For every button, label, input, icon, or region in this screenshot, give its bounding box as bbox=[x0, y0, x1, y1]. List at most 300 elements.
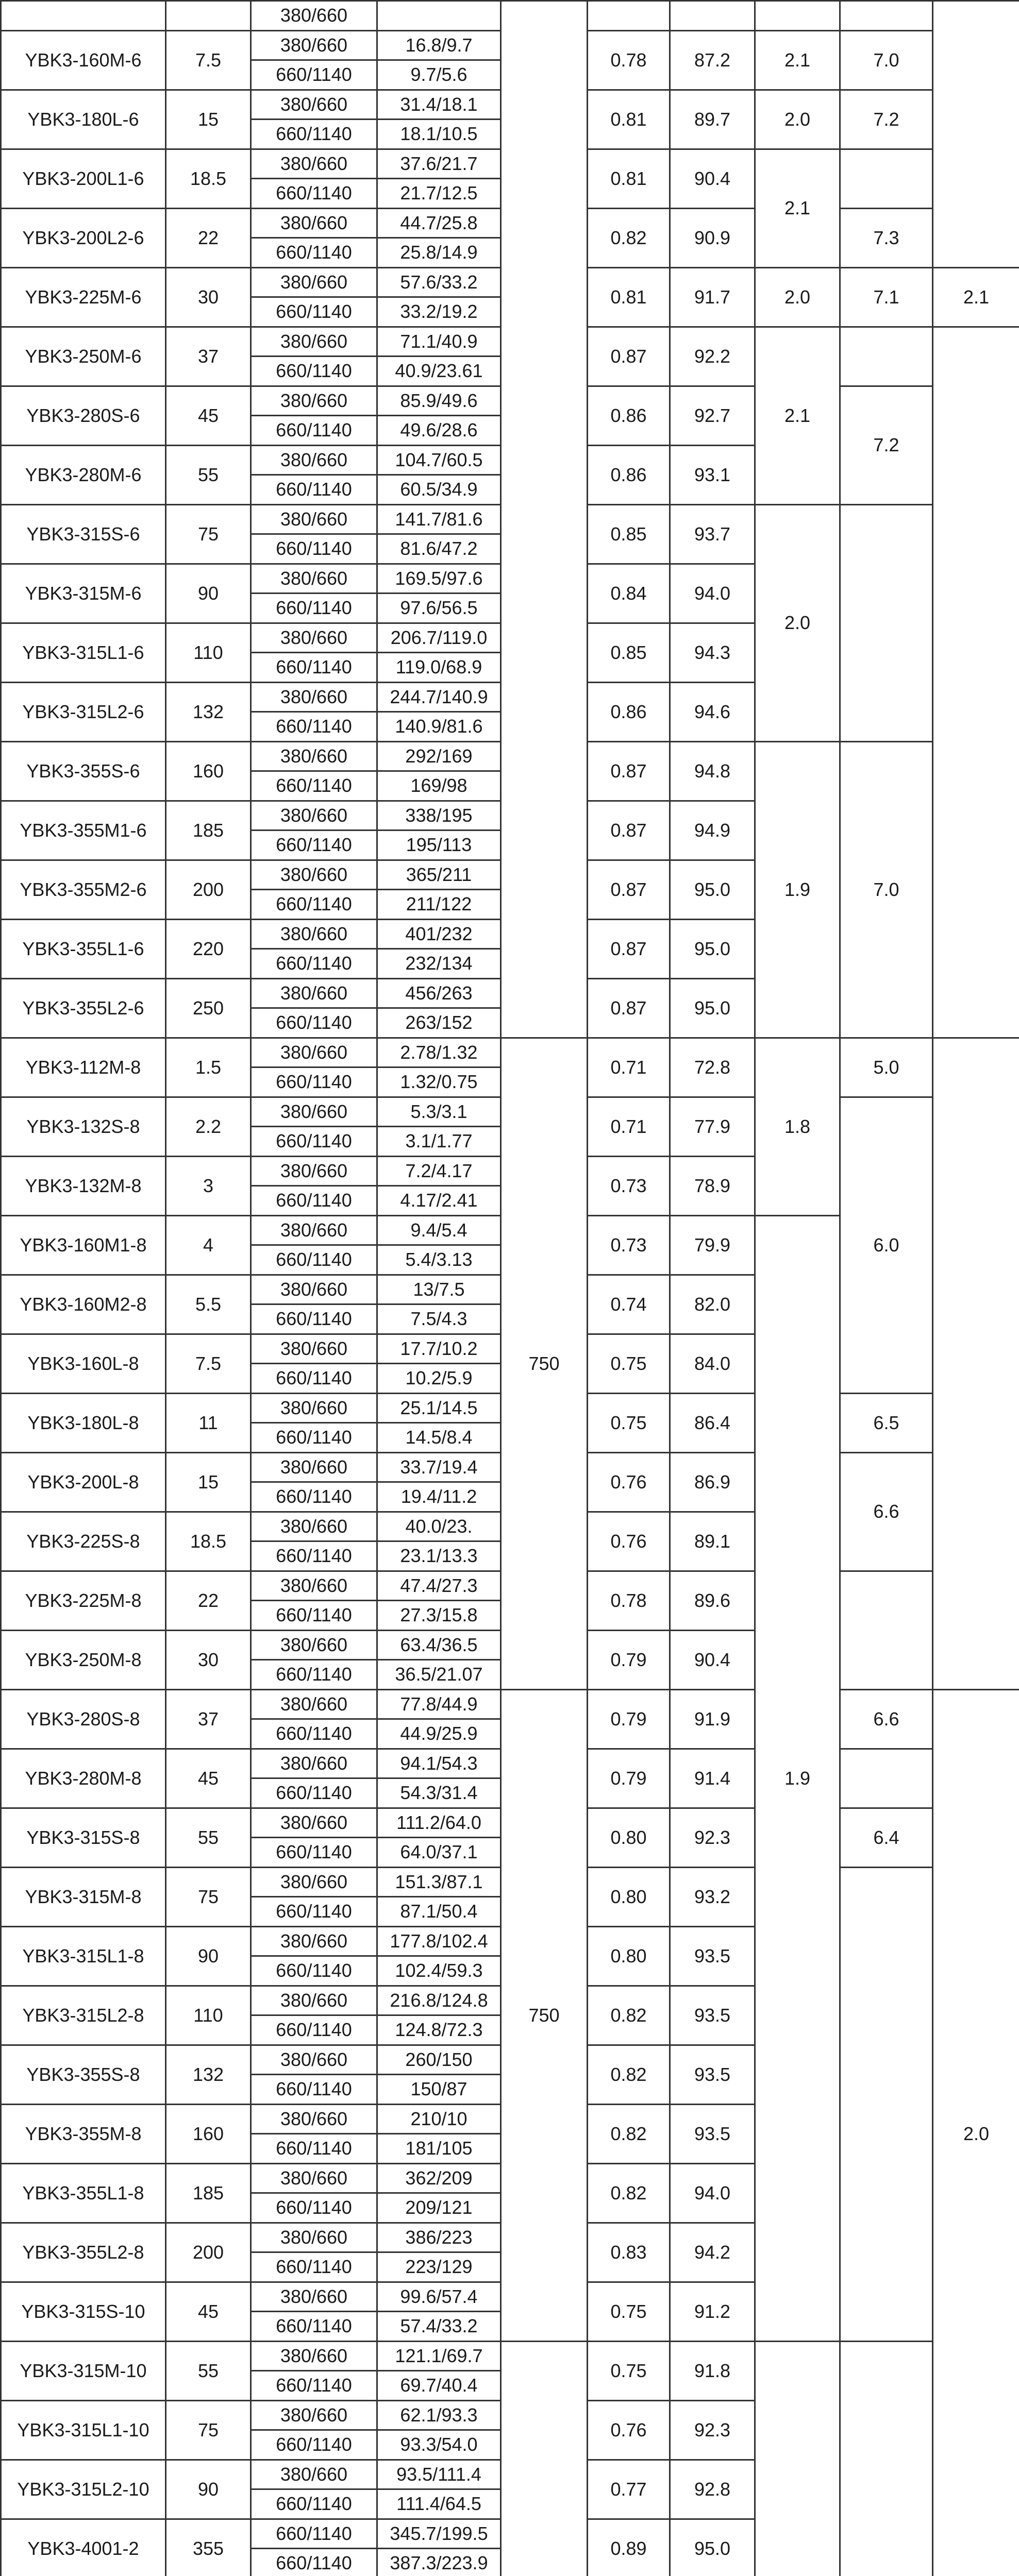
table-cell bbox=[933, 1, 1019, 268]
table-cell: 380/660 bbox=[251, 2460, 377, 2489]
table-cell: 87.1/50.4 bbox=[377, 1897, 501, 1927]
table-cell: 22 bbox=[166, 1571, 251, 1630]
table-cell: 660/1140 bbox=[251, 594, 377, 623]
table-cell: 660/1140 bbox=[251, 1956, 377, 1986]
table-cell: 0.89 bbox=[588, 2519, 670, 2576]
table-cell: 0.86 bbox=[588, 386, 670, 445]
table-cell: 660/1140 bbox=[251, 771, 377, 801]
table-cell: 91.9 bbox=[670, 1689, 755, 1749]
table-row bbox=[1, 1, 1019, 31]
table-cell: 660/1140 bbox=[251, 357, 377, 386]
table-cell bbox=[840, 1867, 933, 2341]
table-cell: 75 bbox=[166, 2400, 251, 2460]
table-cell: 0.75 bbox=[588, 1334, 670, 1393]
table-cell: 79.9 bbox=[670, 1215, 755, 1275]
table-cell bbox=[588, 1, 670, 31]
table-cell bbox=[755, 2341, 840, 2576]
table-cell: 62.1/93.3 bbox=[377, 2400, 501, 2430]
table-cell bbox=[933, 1038, 1019, 1689]
table-cell: 0.87 bbox=[588, 741, 670, 801]
table-cell: 660/1140 bbox=[251, 1778, 377, 1808]
table-cell: 0.87 bbox=[588, 978, 670, 1038]
table-cell: 91.7 bbox=[670, 267, 755, 327]
table-cell: 0.86 bbox=[588, 445, 670, 504]
table-cell: YBK3-200L1-6 bbox=[1, 149, 166, 208]
table-cell: 2.0 bbox=[755, 504, 840, 741]
table-cell: 7.0 bbox=[840, 30, 933, 90]
table-cell: 6.6 bbox=[840, 1689, 933, 1749]
table-cell: 93.5 bbox=[670, 2104, 755, 2163]
table-cell: 206.7/119.0 bbox=[377, 623, 501, 653]
table-cell: 660/1140 bbox=[251, 1719, 377, 1749]
table-cell: 0.71 bbox=[588, 1038, 670, 1097]
table-cell: 90 bbox=[166, 2460, 251, 2519]
table-cell: 69.7/40.4 bbox=[377, 2371, 501, 2401]
table-cell: 7.3 bbox=[840, 208, 933, 267]
table-cell: 380/660 bbox=[251, 2400, 377, 2430]
table-cell: 338/195 bbox=[377, 801, 501, 831]
table-cell: 380/660 bbox=[251, 1334, 377, 1364]
table-cell: 660/1140 bbox=[251, 831, 377, 860]
table-cell: 81.6/47.2 bbox=[377, 534, 501, 564]
table-cell: 365/211 bbox=[377, 860, 501, 890]
table-cell: 92.2 bbox=[670, 327, 755, 386]
table-cell: 380/660 bbox=[251, 1393, 377, 1423]
table-cell: YBK3-250M-6 bbox=[1, 327, 166, 386]
table-cell: 380/660 bbox=[251, 2223, 377, 2252]
table-cell: YBK3-315M-6 bbox=[1, 564, 166, 623]
table-cell: 4 bbox=[166, 1215, 251, 1275]
table-cell bbox=[377, 1, 501, 31]
table-cell: 7.5 bbox=[166, 30, 251, 90]
table-cell: 94.9 bbox=[670, 801, 755, 860]
table-cell: 0.78 bbox=[588, 1571, 670, 1630]
table-cell: YBK3-180L-6 bbox=[1, 90, 166, 149]
table-cell: 380/660 bbox=[251, 2163, 377, 2193]
table-cell: 660/1140 bbox=[251, 1127, 377, 1157]
table-cell: 2.1 bbox=[933, 267, 1019, 327]
table-cell: 750 bbox=[501, 1038, 588, 1689]
table-cell: 90 bbox=[166, 564, 251, 623]
table-cell: 0.85 bbox=[588, 504, 670, 564]
table-cell: YBK3-160M1-8 bbox=[1, 1215, 166, 1275]
table-cell: 0.80 bbox=[588, 1808, 670, 1867]
table-cell bbox=[933, 327, 1019, 1038]
table-cell: 292/169 bbox=[377, 741, 501, 771]
table-cell: 345.7/199.5 bbox=[377, 2519, 501, 2549]
table-cell: 33.2/19.2 bbox=[377, 297, 501, 327]
table-cell bbox=[840, 1, 933, 31]
table-cell: 0.71 bbox=[588, 1097, 670, 1156]
table-cell: 386/223 bbox=[377, 2223, 501, 2252]
table-cell: 124.8/72.3 bbox=[377, 2015, 501, 2045]
table-cell: 6.4 bbox=[840, 1808, 933, 1867]
table-cell: 95.0 bbox=[670, 978, 755, 1038]
table-cell: 380/660 bbox=[251, 1808, 377, 1838]
table-cell bbox=[840, 1571, 933, 1689]
table-cell bbox=[755, 1, 840, 31]
table-cell: 0.75 bbox=[588, 2341, 670, 2400]
table-cell: 60.5/34.9 bbox=[377, 475, 501, 505]
table-cell: 9.4/5.4 bbox=[377, 1215, 501, 1245]
table-cell: 15 bbox=[166, 1452, 251, 1512]
table-cell: YBK3-315L1-10 bbox=[1, 2400, 166, 2460]
table-cell: 401/232 bbox=[377, 919, 501, 949]
table-cell: 660/1140 bbox=[251, 1008, 377, 1038]
table-cell: 185 bbox=[166, 2163, 251, 2223]
table-cell: 91.4 bbox=[670, 1749, 755, 1808]
table-cell: 86.4 bbox=[670, 1393, 755, 1452]
table-cell: 0.86 bbox=[588, 682, 670, 741]
table-cell: 47.4/27.3 bbox=[377, 1571, 501, 1601]
table-cell: 110 bbox=[166, 623, 251, 682]
table-cell: 37 bbox=[166, 327, 251, 386]
table-cell: 90.9 bbox=[670, 208, 755, 267]
table-cell: 111.4/64.5 bbox=[377, 2489, 501, 2519]
table-cell: 93.5/111.4 bbox=[377, 2460, 501, 2489]
table-cell: 200 bbox=[166, 860, 251, 919]
table-cell: 94.6 bbox=[670, 682, 755, 741]
table-cell: 0.73 bbox=[588, 1156, 670, 1215]
table-cell: 0.84 bbox=[588, 564, 670, 623]
table-cell: 380/660 bbox=[251, 208, 377, 238]
table-cell: YBK3-315S-8 bbox=[1, 1808, 166, 1867]
table-cell: 45 bbox=[166, 1749, 251, 1808]
table-cell: 55 bbox=[166, 2341, 251, 2400]
table-cell: 209/121 bbox=[377, 2193, 501, 2223]
table-cell: 380/660 bbox=[251, 1749, 377, 1778]
table-cell: 660/1140 bbox=[251, 1541, 377, 1571]
table-cell: 195/113 bbox=[377, 831, 501, 860]
table-cell: 380/660 bbox=[251, 1926, 377, 1956]
table-cell: YBK3-280M-6 bbox=[1, 445, 166, 504]
table-cell: 94.0 bbox=[670, 2163, 755, 2223]
table-cell: 660/1140 bbox=[251, 890, 377, 920]
table-cell: YBK3-315M-8 bbox=[1, 1867, 166, 1926]
table-cell: YBK3-225M-6 bbox=[1, 267, 166, 327]
table-cell: 660/1140 bbox=[251, 2549, 377, 2576]
table-cell: 660/1140 bbox=[251, 2193, 377, 2223]
table-cell: 380/660 bbox=[251, 801, 377, 831]
table-cell: 104.7/60.5 bbox=[377, 445, 501, 475]
table-cell: 30 bbox=[166, 1630, 251, 1689]
table-cell: 456/263 bbox=[377, 978, 501, 1008]
table-cell: YBK3-355M2-6 bbox=[1, 860, 166, 919]
table-cell: 380/660 bbox=[251, 327, 377, 357]
table-cell: 57.6/33.2 bbox=[377, 267, 501, 297]
table-cell: 30 bbox=[166, 267, 251, 327]
table-cell: 72.8 bbox=[670, 1038, 755, 1097]
table-cell: 94.8 bbox=[670, 741, 755, 801]
table-cell: 380/660 bbox=[251, 1038, 377, 1067]
table-cell: 660/1140 bbox=[251, 60, 377, 90]
table-cell: 84.0 bbox=[670, 1334, 755, 1393]
table-cell: 95.0 bbox=[670, 919, 755, 978]
table-cell: 660/1140 bbox=[251, 2312, 377, 2342]
table-cell: 0.82 bbox=[588, 2163, 670, 2223]
table-cell: 660/1140 bbox=[251, 120, 377, 149]
table-cell: 0.81 bbox=[588, 149, 670, 208]
table-cell: 380/660 bbox=[251, 1, 377, 31]
table-cell: 40.0/23. bbox=[377, 1512, 501, 1541]
table-cell: 77.8/44.9 bbox=[377, 1689, 501, 1719]
table-cell: 387.3/223.9 bbox=[377, 2549, 501, 2576]
table-cell: 660/1140 bbox=[251, 1838, 377, 1868]
table-cell: 660/1140 bbox=[251, 712, 377, 742]
table-cell: 660/1140 bbox=[251, 2252, 377, 2282]
table-cell: 93.5 bbox=[670, 1926, 755, 1986]
table-cell: 660/1140 bbox=[251, 2430, 377, 2460]
table-cell: 0.77 bbox=[588, 2460, 670, 2519]
table-cell: 33.7/19.4 bbox=[377, 1452, 501, 1482]
table-cell bbox=[840, 2341, 933, 2576]
table-cell: 0.87 bbox=[588, 801, 670, 860]
table-cell: 92.3 bbox=[670, 2400, 755, 2460]
table-cell: YBK3-315L2-6 bbox=[1, 682, 166, 741]
table-cell: 660/1140 bbox=[251, 2489, 377, 2519]
table-cell: YBK3-355L1-6 bbox=[1, 919, 166, 978]
table-cell: 660/1140 bbox=[251, 1423, 377, 1453]
table-cell: 132 bbox=[166, 682, 251, 741]
table-cell: 25.8/14.9 bbox=[377, 238, 501, 268]
table-cell: 92.3 bbox=[670, 1808, 755, 1867]
table-cell: 0.87 bbox=[588, 919, 670, 978]
table-cell: 380/660 bbox=[251, 682, 377, 712]
table-cell: 15 bbox=[166, 90, 251, 149]
table-cell: 0.82 bbox=[588, 2104, 670, 2163]
table-cell: 4.17/2.41 bbox=[377, 1186, 501, 1216]
table-cell: YBK3-4001-2 bbox=[1, 2519, 166, 2576]
table-cell: 89.6 bbox=[670, 1571, 755, 1630]
table-cell: 3 bbox=[166, 1156, 251, 1215]
table-cell: 5.3/3.1 bbox=[377, 1097, 501, 1127]
table-cell bbox=[840, 504, 933, 741]
table-cell: 0.79 bbox=[588, 1749, 670, 1808]
table-cell: 660/1140 bbox=[251, 1897, 377, 1927]
table-cell: 0.78 bbox=[588, 30, 670, 90]
table-cell: 380/660 bbox=[251, 30, 377, 60]
table-cell: 0.81 bbox=[588, 90, 670, 149]
table-cell: 95.0 bbox=[670, 860, 755, 919]
table-cell: 132 bbox=[166, 2045, 251, 2104]
table-cell: 75 bbox=[166, 504, 251, 564]
table-cell: 380/660 bbox=[251, 1867, 377, 1897]
table-cell: 121.1/69.7 bbox=[377, 2341, 501, 2371]
table-cell: 380/660 bbox=[251, 2104, 377, 2134]
table-cell: 111.2/64.0 bbox=[377, 1808, 501, 1838]
table-cell: 660/1140 bbox=[251, 2015, 377, 2045]
table-cell: 0.75 bbox=[588, 2282, 670, 2341]
table-cell: 0.87 bbox=[588, 327, 670, 386]
table-cell: 1.32/0.75 bbox=[377, 1067, 501, 1097]
table-cell: YBK3-355M-8 bbox=[1, 2104, 166, 2163]
table-cell: 95.0 bbox=[670, 2519, 755, 2576]
table-cell: 63.4/36.5 bbox=[377, 1630, 501, 1660]
table-cell: 220 bbox=[166, 919, 251, 978]
table-cell: YBK3-225M-8 bbox=[1, 1571, 166, 1630]
table-cell: 40.9/23.61 bbox=[377, 357, 501, 386]
table-cell bbox=[166, 1, 251, 31]
table-cell: 660/1140 bbox=[251, 1660, 377, 1690]
table-cell: 660/1140 bbox=[251, 475, 377, 505]
table-cell: YBK3-355M1-6 bbox=[1, 801, 166, 860]
table-cell: 2.0 bbox=[755, 90, 840, 149]
table-cell: 2.1 bbox=[755, 30, 840, 90]
table-cell: 355 bbox=[166, 2519, 251, 2576]
table-cell: 380/660 bbox=[251, 623, 377, 653]
table-cell: 660/1140 bbox=[251, 1067, 377, 1097]
table-cell: YBK3-280S-6 bbox=[1, 386, 166, 445]
table-cell: 14.5/8.4 bbox=[377, 1423, 501, 1453]
table-cell: 64.0/37.1 bbox=[377, 1838, 501, 1868]
table-cell: 89.1 bbox=[670, 1512, 755, 1571]
table-cell: 45 bbox=[166, 386, 251, 445]
table-cell: 380/660 bbox=[251, 564, 377, 594]
table-cell: YBK3-315M-10 bbox=[1, 2341, 166, 2400]
table-cell: 89.7 bbox=[670, 90, 755, 149]
table-cell: YBK3-132S-8 bbox=[1, 1097, 166, 1156]
table-cell: 94.3 bbox=[670, 623, 755, 682]
table-cell: 660/1140 bbox=[251, 1304, 377, 1334]
table-row bbox=[1, 2341, 1019, 2371]
table-cell: 750 bbox=[501, 1689, 588, 2341]
table-cell: 660/1140 bbox=[251, 1482, 377, 1512]
table-cell: YBK3-112M-8 bbox=[1, 1038, 166, 1097]
table-cell: 660/1140 bbox=[251, 1186, 377, 1216]
table-cell: 181/105 bbox=[377, 2134, 501, 2164]
table-cell: 90.4 bbox=[670, 149, 755, 208]
table-row bbox=[1, 1038, 1019, 1067]
table-cell: 2.1 bbox=[755, 327, 840, 504]
table-cell: 21.7/12.5 bbox=[377, 179, 501, 209]
table-cell: 27.3/15.8 bbox=[377, 1601, 501, 1631]
table-cell: 93.5 bbox=[670, 1986, 755, 2045]
table-cell: 90 bbox=[166, 1926, 251, 1986]
table-cell: 75 bbox=[166, 1867, 251, 1926]
table-cell: 0.82 bbox=[588, 2045, 670, 2104]
table-cell: 660/1140 bbox=[251, 2075, 377, 2105]
table-cell: 1.9 bbox=[755, 1215, 840, 2341]
table-cell: 7.0 bbox=[840, 741, 933, 1038]
table-cell: 660/1140 bbox=[251, 2519, 377, 2549]
table-cell: 0.82 bbox=[588, 208, 670, 267]
table-cell: 223/129 bbox=[377, 2252, 501, 2282]
table-cell: 380/660 bbox=[251, 267, 377, 297]
table-cell: 380/660 bbox=[251, 90, 377, 120]
table-cell: 71.1/40.9 bbox=[377, 327, 501, 357]
table-cell: YBK3-280S-8 bbox=[1, 1689, 166, 1749]
table-cell: YBK3-280M-8 bbox=[1, 1749, 166, 1808]
table-cell: 18.5 bbox=[166, 149, 251, 208]
table-cell: 660/1140 bbox=[251, 1601, 377, 1631]
table-cell: YBK3-160M2-8 bbox=[1, 1275, 166, 1334]
table-cell: YBK3-355L1-8 bbox=[1, 2163, 166, 2223]
table-cell: 185 bbox=[166, 801, 251, 860]
table-cell: 362/209 bbox=[377, 2163, 501, 2193]
table-cell: 380/660 bbox=[251, 978, 377, 1008]
table-cell: 119.0/68.9 bbox=[377, 653, 501, 683]
table-cell bbox=[670, 1, 755, 31]
table-cell: 660/1140 bbox=[251, 238, 377, 268]
table-cell: 16.8/9.7 bbox=[377, 30, 501, 60]
table-cell: 0.79 bbox=[588, 1630, 670, 1689]
table-cell: 11 bbox=[166, 1393, 251, 1452]
table-cell: YBK3-315L2-10 bbox=[1, 2460, 166, 2519]
table-cell: 380/660 bbox=[251, 1215, 377, 1245]
table-cell: 7.2 bbox=[840, 386, 933, 504]
table-cell: 151.3/87.1 bbox=[377, 1867, 501, 1897]
table-cell: 94.0 bbox=[670, 564, 755, 623]
table-cell: 0.85 bbox=[588, 623, 670, 682]
table-cell: 3.1/1.77 bbox=[377, 1127, 501, 1157]
table-cell: 0.87 bbox=[588, 860, 670, 919]
table-cell: 93.5 bbox=[670, 2045, 755, 2104]
table-cell: 44.7/25.8 bbox=[377, 208, 501, 238]
table-cell: 380/660 bbox=[251, 1571, 377, 1601]
table-cell: 92.7 bbox=[670, 386, 755, 445]
table-cell: 99.6/57.4 bbox=[377, 2282, 501, 2312]
table-cell: 380/660 bbox=[251, 1986, 377, 2015]
table-cell: 0.79 bbox=[588, 1689, 670, 1749]
table-cell: 380/660 bbox=[251, 741, 377, 771]
table-cell: 2.2 bbox=[166, 1097, 251, 1156]
table-cell: 380/660 bbox=[251, 1512, 377, 1541]
table-cell: 90.4 bbox=[670, 1630, 755, 1689]
table-cell: 263/152 bbox=[377, 1008, 501, 1038]
table-cell: 5.4/3.13 bbox=[377, 1245, 501, 1275]
table-cell: 1.9 bbox=[755, 741, 840, 1038]
table-cell: 82.0 bbox=[670, 1275, 755, 1334]
table-cell: 93.1 bbox=[670, 445, 755, 504]
table-cell: 6.5 bbox=[840, 1393, 933, 1452]
table-cell: 102.4/59.3 bbox=[377, 1956, 501, 1986]
table-cell: 177.8/102.4 bbox=[377, 1926, 501, 1956]
table-cell: 18.5 bbox=[166, 1512, 251, 1571]
table-cell: 244.7/140.9 bbox=[377, 682, 501, 712]
table-cell: 23.1/13.3 bbox=[377, 1541, 501, 1571]
table-cell: 380/660 bbox=[251, 1630, 377, 1660]
table-cell: 380/660 bbox=[251, 2341, 377, 2371]
table-cell: YBK3-315L1-8 bbox=[1, 1926, 166, 1986]
table-cell: 380/660 bbox=[251, 919, 377, 949]
table-cell: YBK3-160L-8 bbox=[1, 1334, 166, 1393]
table-cell: 0.80 bbox=[588, 1867, 670, 1926]
table-cell: 210/10 bbox=[377, 2104, 501, 2134]
table-cell: 0.73 bbox=[588, 1215, 670, 1275]
table-cell: 91.2 bbox=[670, 2282, 755, 2341]
table-cell: 160 bbox=[166, 741, 251, 801]
table-cell: 31.4/18.1 bbox=[377, 90, 501, 120]
table-cell: 380/660 bbox=[251, 1452, 377, 1482]
table-cell: 200 bbox=[166, 2223, 251, 2282]
table-cell: 22 bbox=[166, 208, 251, 267]
table-cell: 0.76 bbox=[588, 1512, 670, 1571]
table-cell bbox=[840, 149, 933, 208]
table-cell: 13/7.5 bbox=[377, 1275, 501, 1304]
table-cell: 0.74 bbox=[588, 1275, 670, 1334]
table-cell: 660/1140 bbox=[251, 297, 377, 327]
table-cell: 216.8/124.8 bbox=[377, 1986, 501, 2015]
table-cell: 0.75 bbox=[588, 1393, 670, 1452]
table-cell: 660/1140 bbox=[251, 2371, 377, 2401]
table-cell: YBK3-315S-10 bbox=[1, 2282, 166, 2341]
table-cell: 660/1140 bbox=[251, 416, 377, 446]
table-cell: 140.9/81.6 bbox=[377, 712, 501, 742]
table-cell: 36.5/21.07 bbox=[377, 1660, 501, 1690]
table-cell: 7.2 bbox=[840, 90, 933, 149]
table-cell: 110 bbox=[166, 1986, 251, 2045]
table-cell: 78.9 bbox=[670, 1156, 755, 1215]
